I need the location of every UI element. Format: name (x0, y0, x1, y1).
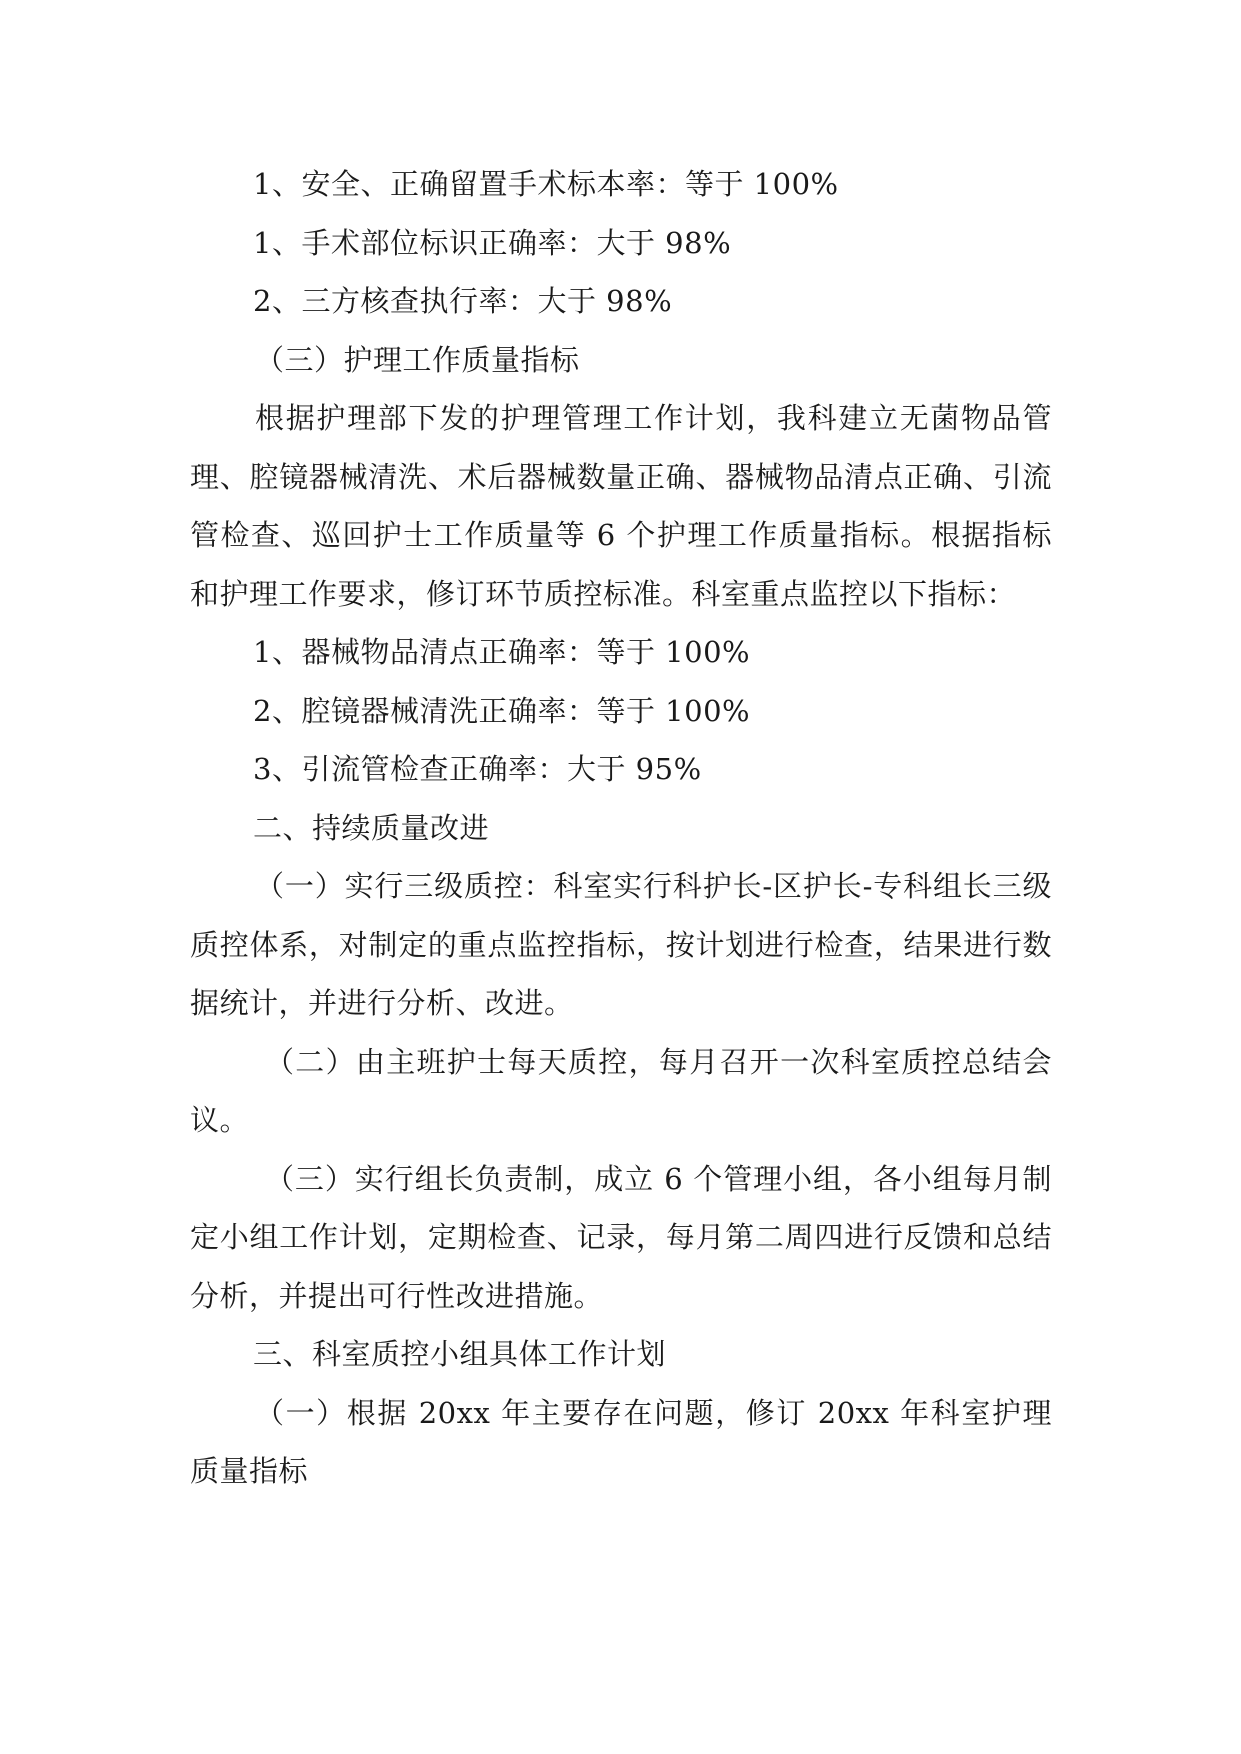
paragraph-three-party-check-rate: 2、三方核查执行率：大于 98% (253, 284, 673, 318)
section-heading-continuous-improvement: 二、持续质量改进 (253, 810, 490, 845)
document-body (190, 155, 1052, 1501)
section-heading-quality-control-plan: 三、科室质控小组具体工作计划 (253, 1337, 667, 1371)
paragraph-drainage-tube-check-rate: 3、引流管检查正确率：大于 95% (253, 752, 702, 786)
paragraph-surgical-specimen-rate: 1、安全、正确留置手术标本率：等于 100% (253, 167, 839, 201)
paragraph-daily-quality-control: （二）由主班护士每天质控，每月召开一次科室质控总结会议。 (190, 1044, 1052, 1137)
section-heading-nursing-quality-indicators: （三）护理工作质量指标 (255, 342, 580, 377)
paragraph-nursing-plan-description: 根据护理部下发的护理管理工作计划，我科建立无菌物品管理、腔镜器械清洗、术后器械数量正确、器械物品清点正确、引流管检查、巡回护士工作质量等 6 个护理工作质量指标。根据指标和护理工作要求，修订环节质控标准。科室重点监控以下指标： (190, 401, 1052, 611)
paragraph-three-level-quality-control: （一）实行三级质控：科室实行科护长-区护长-专科组长三级质控体系，对制定的重点监控指标，按计划进行检查，结果进行数据统计，并进行分析、改进。 (190, 869, 1052, 1020)
paragraph-surgical-site-marking-rate: 1、手术部位标识正确率：大于 98% (253, 225, 732, 260)
paragraph-revise-quality-indicators: （一）根据 20xx 年主要存在问题，修订 20xx 年科室护理质量指标 (190, 1395, 1052, 1488)
paragraph-team-leader-responsibility: （三）实行组长负责制，成立 6 个管理小组，各小组每月制定小组工作计划，定期检查、记录，每月第二周四进行反馈和总结分析，并提出可行性改进措施。 (190, 1161, 1052, 1313)
paragraph-instrument-count-rate: 1、器械物品清点正确率：等于 100% (253, 635, 751, 669)
paragraph-endoscope-cleaning-rate: 2、腔镜器械清洗正确率：等于 100% (253, 693, 751, 728)
